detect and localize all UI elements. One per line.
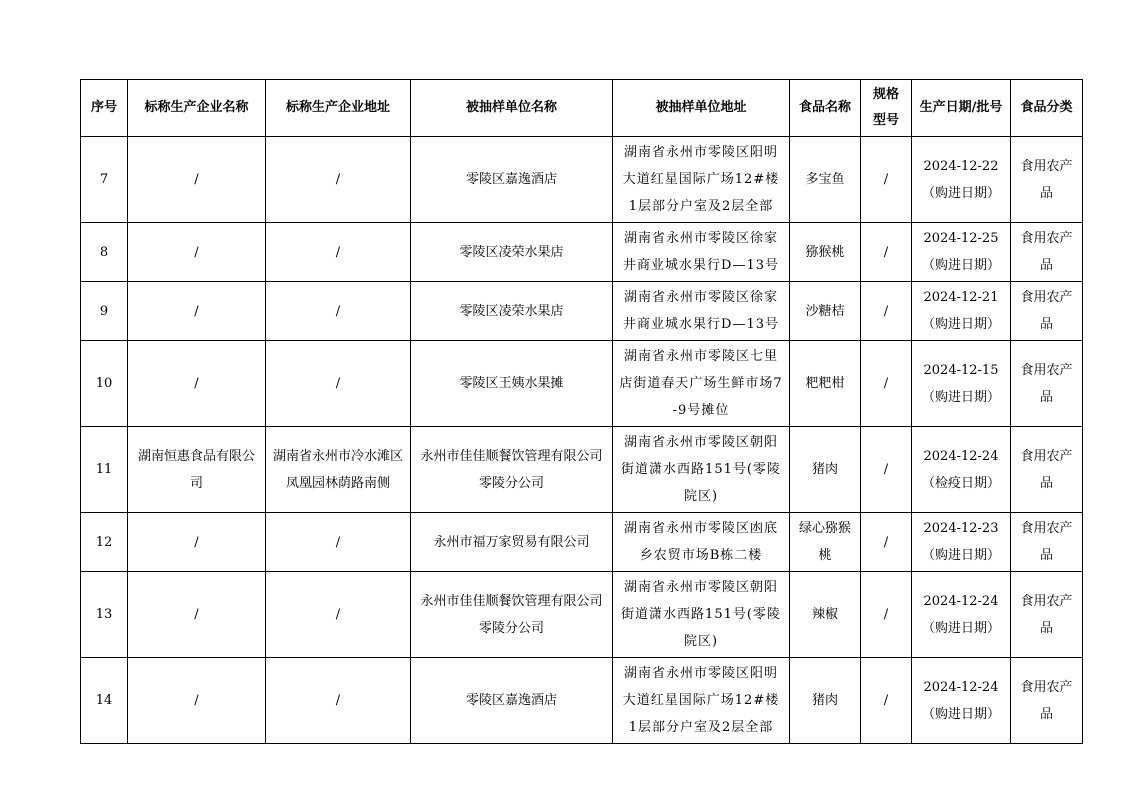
cell-manufacturer-address: 湖南省永州市冷水滩区凤凰园林荫路南侧 xyxy=(266,427,411,513)
cell-serial-number: 14 xyxy=(81,658,128,744)
cell-food-name: 粑粑柑 xyxy=(790,341,861,427)
header-production-date: 生产日期/批号 xyxy=(912,80,1011,137)
cell-production-date: 2024-12-24 （购进日期） xyxy=(912,572,1011,658)
cell-serial-number: 13 xyxy=(81,572,128,658)
cell-specification: / xyxy=(861,658,912,744)
table-row xyxy=(81,513,1083,572)
cell-manufacturer-name: / xyxy=(128,282,266,341)
cell-production-date: 2024-12-22 （购进日期） xyxy=(912,137,1011,223)
table-row xyxy=(81,341,1083,427)
cell-production-date: 2024-12-24 （购进日期） xyxy=(912,658,1011,744)
cell-sampled-unit-name: 永州市佳佳顺餐饮管理有限公司零陵分公司 xyxy=(411,427,613,513)
cell-production-date: 2024-12-25 （购进日期） xyxy=(912,223,1011,282)
cell-food-name: 沙糖桔 xyxy=(790,282,861,341)
cell-manufacturer-name: / xyxy=(128,341,266,427)
cell-food-category: 食用农产品 xyxy=(1011,658,1083,744)
header-serial-number: 序号 xyxy=(81,80,128,137)
cell-manufacturer-address: / xyxy=(266,658,411,744)
cell-specification: / xyxy=(861,513,912,572)
table-row xyxy=(81,137,1083,223)
cell-sampled-unit-address: 湖南省永州市零陵区凼底乡农贸市场B栋二楼 xyxy=(613,513,790,572)
cell-manufacturer-name: / xyxy=(128,658,266,744)
cell-manufacturer-address: / xyxy=(266,282,411,341)
cell-sampled-unit-address: 湖南省永州市零陵区阳明大道红星国际广场12#楼1层部分户室及2层全部 xyxy=(613,137,790,223)
cell-specification: / xyxy=(861,341,912,427)
cell-serial-number: 12 xyxy=(81,513,128,572)
cell-specification: / xyxy=(861,427,912,513)
table-row xyxy=(81,223,1083,282)
cell-sampled-unit-name: 零陵区王姨水果摊 xyxy=(411,341,613,427)
cell-sampled-unit-name: 零陵区凌荣水果店 xyxy=(411,223,613,282)
cell-food-name: 猪肉 xyxy=(790,427,861,513)
cell-serial-number: 7 xyxy=(81,137,128,223)
cell-sampled-unit-address: 湖南省永州市零陵区徐家井商业城水果行D—13号 xyxy=(613,282,790,341)
cell-specification: / xyxy=(861,282,912,341)
cell-manufacturer-name: / xyxy=(128,572,266,658)
cell-specification: / xyxy=(861,137,912,223)
header-food-name: 食品名称 xyxy=(790,80,861,137)
cell-sampled-unit-address: 湖南省永州市零陵区七里店街道春天广场生鲜市场7-9号摊位 xyxy=(613,341,790,427)
cell-food-name: 猕猴桃 xyxy=(790,223,861,282)
cell-serial-number: 9 xyxy=(81,282,128,341)
cell-food-category: 食用农产品 xyxy=(1011,137,1083,223)
cell-serial-number: 8 xyxy=(81,223,128,282)
cell-sampled-unit-address: 湖南省永州市零陵区阳明大道红星国际广场12#楼1层部分户室及2层全部 xyxy=(613,658,790,744)
cell-food-name: 猪肉 xyxy=(790,658,861,744)
table-row xyxy=(81,658,1083,744)
cell-food-category: 食用农产品 xyxy=(1011,282,1083,341)
cell-sampled-unit-address: 湖南省永州市零陵区朝阳街道潇水西路151号(零陵院区) xyxy=(613,427,790,513)
sampling-results-table xyxy=(80,79,1083,744)
cell-production-date: 2024-12-15 （购进日期） xyxy=(912,341,1011,427)
cell-manufacturer-address: / xyxy=(266,341,411,427)
cell-manufacturer-name: / xyxy=(128,513,266,572)
cell-sampled-unit-name: 零陵区凌荣水果店 xyxy=(411,282,613,341)
cell-food-category: 食用农产品 xyxy=(1011,223,1083,282)
cell-manufacturer-address: / xyxy=(266,513,411,572)
header-manufacturer-name: 标称生产企业名称 xyxy=(128,80,266,137)
cell-manufacturer-name: / xyxy=(128,223,266,282)
cell-food-name: 辣椒 xyxy=(790,572,861,658)
cell-food-category: 食用农产品 xyxy=(1011,513,1083,572)
cell-sampled-unit-name: 零陵区嘉逸酒店 xyxy=(411,137,613,223)
cell-production-date: 2024-12-21 （购进日期） xyxy=(912,282,1011,341)
cell-sampled-unit-name: 零陵区嘉逸酒店 xyxy=(411,658,613,744)
cell-sampled-unit-address: 湖南省永州市零陵区徐家井商业城水果行D—13号 xyxy=(613,223,790,282)
cell-sampled-unit-name: 永州市福万家贸易有限公司 xyxy=(411,513,613,572)
cell-specification: / xyxy=(861,223,912,282)
cell-manufacturer-name: / xyxy=(128,137,266,223)
table-header-row xyxy=(81,80,1083,137)
header-food-category: 食品分类 xyxy=(1011,80,1083,137)
table-row xyxy=(81,427,1083,513)
header-specification: 规格型号 xyxy=(861,80,912,137)
cell-production-date: 2024-12-23 （购进日期） xyxy=(912,513,1011,572)
cell-manufacturer-address: / xyxy=(266,572,411,658)
cell-serial-number: 11 xyxy=(81,427,128,513)
cell-sampled-unit-name: 永州市佳佳顺餐饮管理有限公司零陵分公司 xyxy=(411,572,613,658)
cell-manufacturer-address: / xyxy=(266,223,411,282)
header-sampled-unit-address: 被抽样单位地址 xyxy=(613,80,790,137)
header-sampled-unit-name: 被抽样单位名称 xyxy=(411,80,613,137)
cell-production-date: 2024-12-24 （检疫日期） xyxy=(912,427,1011,513)
cell-food-name: 绿心猕猴桃 xyxy=(790,513,861,572)
table-row xyxy=(81,572,1083,658)
table-row xyxy=(81,282,1083,341)
header-manufacturer-address: 标称生产企业地址 xyxy=(266,80,411,137)
cell-manufacturer-name: 湖南恒惠食品有限公司 xyxy=(128,427,266,513)
cell-food-name: 多宝鱼 xyxy=(790,137,861,223)
cell-food-category: 食用农产品 xyxy=(1011,572,1083,658)
cell-food-category: 食用农产品 xyxy=(1011,427,1083,513)
cell-specification: / xyxy=(861,572,912,658)
cell-manufacturer-address: / xyxy=(266,137,411,223)
cell-sampled-unit-address: 湖南省永州市零陵区朝阳街道潇水西路151号(零陵院区) xyxy=(613,572,790,658)
cell-food-category: 食用农产品 xyxy=(1011,341,1083,427)
cell-serial-number: 10 xyxy=(81,341,128,427)
